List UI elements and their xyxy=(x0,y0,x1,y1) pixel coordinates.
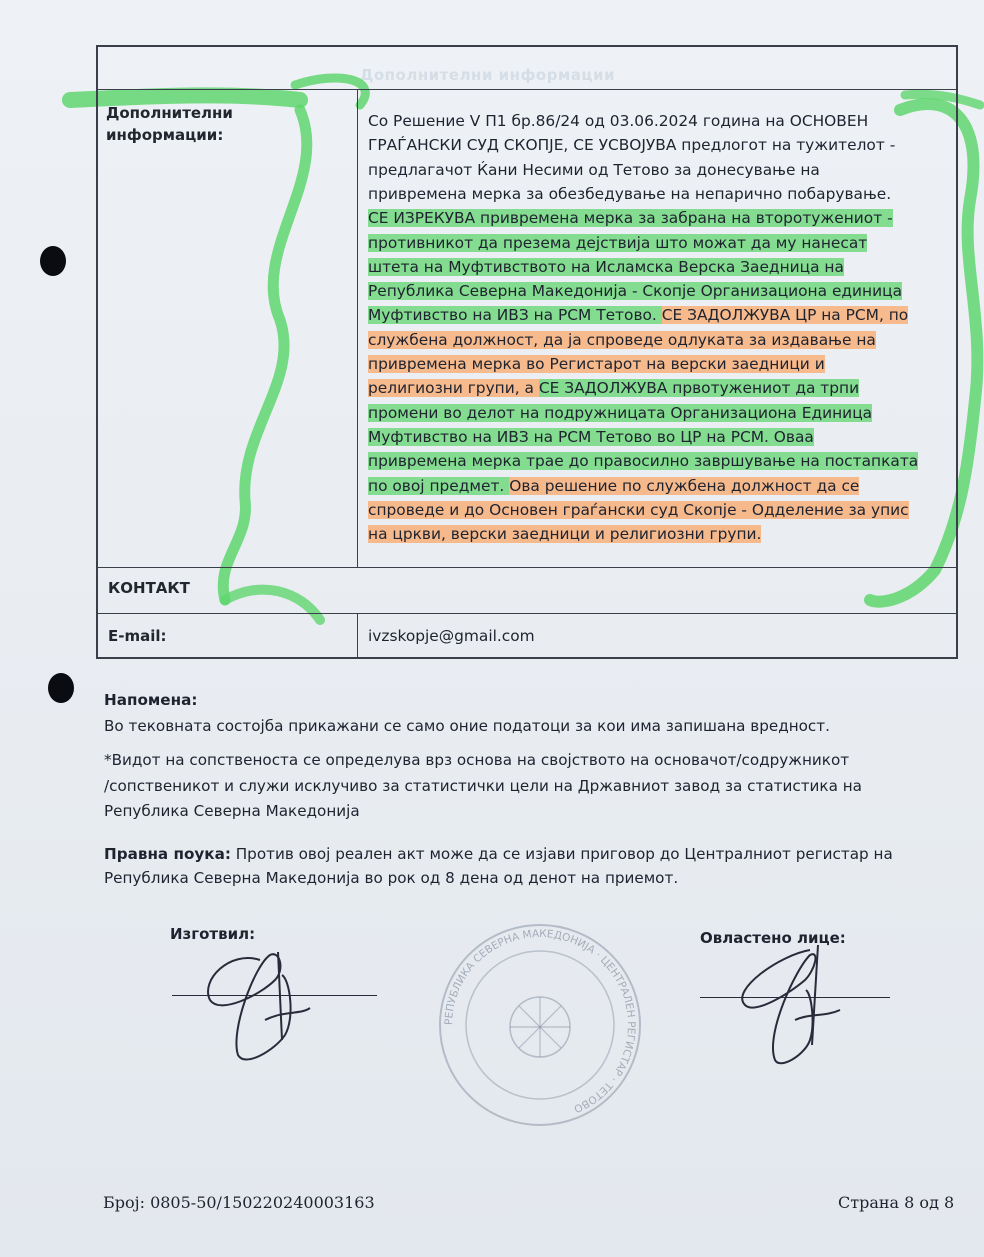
info-text-segment: промени во делот на подружницата Организациона Единица xyxy=(368,403,873,422)
info-text-segment: Република Северна Македонија - Скопје Организациона единица xyxy=(368,282,903,301)
info-text-segment: Со Решение V П1 бр.86/24 од 03.06.2024 година на ОСНОВЕН xyxy=(368,112,869,130)
info-text-segment: привремена мерка трае до правосилно завршување на постапката xyxy=(368,452,919,471)
authorized-person-label: Овластено лице: xyxy=(700,929,846,947)
info-text-line xyxy=(368,425,814,449)
info-text-segment: ГРАЃАНСКИ СУД СКОПЈЕ, СЕ УСВОЈУВА предлогот на тужителот - xyxy=(368,136,896,155)
info-text-segment: СЕ ЗАДОЛЖУВА ЦР на РСМ, по xyxy=(661,306,909,325)
info-table xyxy=(96,45,958,659)
info-text-segment: религиозни групи, а xyxy=(368,379,539,398)
info-text-segment: противникот да презема дејствија што можат да му нанесат xyxy=(368,233,868,252)
info-text-line xyxy=(368,352,825,376)
additional-info-label: Дополнителни информации: xyxy=(106,104,233,144)
info-text-line xyxy=(368,231,867,255)
info-text-line xyxy=(368,449,918,473)
info-text-segment: привремена мерка за обезбедување на непарично побарување. xyxy=(368,184,892,203)
legal-notice xyxy=(104,842,893,866)
table-rule xyxy=(98,613,956,614)
legal-notice-label: Правна поука: xyxy=(104,845,231,863)
info-text-line xyxy=(368,109,868,133)
footnote-line-3: Република Северна Македонија xyxy=(104,802,360,820)
info-text-line xyxy=(368,133,895,157)
legal-notice-line-2: Република Северна Македонија во рок од 8 дена од денот на приемот. xyxy=(104,869,679,887)
info-text-line xyxy=(368,182,891,206)
info-text-line xyxy=(368,279,902,303)
column-divider xyxy=(357,613,358,659)
page-indicator: Страна 8 од 8 xyxy=(838,1193,955,1212)
info-text-segment: Муфтивство на ИВЗ на РСМ Тетово. xyxy=(368,306,662,325)
table-rule xyxy=(98,567,956,568)
info-text-segment: СЕ ЗАДОЛЖУВА првотужениот да трпи xyxy=(538,379,860,398)
info-text-line xyxy=(368,303,908,327)
info-text-line xyxy=(368,498,909,522)
column-divider xyxy=(357,89,358,567)
document-number: Број: 0805-50/150220240003163 xyxy=(103,1193,375,1212)
info-text-segment: привремена мерка во Регистарот на верски заедници и xyxy=(368,355,825,373)
info-text-line xyxy=(368,401,872,425)
top-banner: Дополнителни информации xyxy=(360,66,615,84)
info-text-line xyxy=(368,255,844,279)
stamp-ring-text: РЕПУБЛИКА СЕВЕРНА МАКЕДОНИЈА · ЦЕНТРАЛЕН РЕГИСТАР · ТЕТОВО xyxy=(442,927,638,1115)
footnote-line-2: /сопственикот и служи исклучиво за статистички цели на Државниот завод за статистика на xyxy=(104,777,862,795)
official-stamp xyxy=(430,915,650,1135)
info-text-segment: штета на Муфтивството на Исламска Верска Заедница на xyxy=(368,257,844,276)
info-text-line xyxy=(368,328,876,352)
prepared-by-label: Изготвил: xyxy=(170,925,256,943)
footnote-line-1: *Видот на сопственоста се определува врз основа на својството на основачот/содружникот xyxy=(104,751,850,769)
info-text-segment: СЕ ИЗРЕКУВА привремена мерка за забрана на второтужениот - xyxy=(368,209,893,228)
info-text-segment: на цркви, верски заедници и религиозни групи. xyxy=(368,525,762,544)
signature-right xyxy=(710,935,860,1075)
info-text-segment: спроведе и до Основен граѓански суд Скопје - Одделение за упис xyxy=(368,500,909,519)
info-text-line xyxy=(368,474,859,498)
table-rule xyxy=(98,89,956,90)
signature-left xyxy=(190,940,330,1070)
info-text-segment: Муфтивство на ИВЗ на РСМ Тетово во ЦР на РСМ. Оваа xyxy=(368,427,814,446)
info-text-line xyxy=(368,158,820,182)
notes-heading: Напомена: xyxy=(104,691,198,709)
notes-line: Во тековната состојба прикажани се само оние податоци за кои има запишана вредност. xyxy=(104,717,830,735)
info-text-segment: предлагачот Ќани Несими од Тетово за донесување на xyxy=(368,160,820,179)
info-text-segment: Ова решение по службена должност да се xyxy=(509,476,860,495)
info-text-segment: по овој предмет. xyxy=(368,476,510,495)
info-text-line xyxy=(368,522,761,546)
email-value[interactable]: ivzskopje@gmail.com xyxy=(368,627,535,645)
info-text-line xyxy=(368,376,859,400)
email-label: E-mail: xyxy=(108,627,167,645)
contact-label: КОНТАКТ xyxy=(108,579,190,597)
legal-notice-text: Против овој реален акт може да се изјави приговор до Централниот регистар на xyxy=(230,845,893,863)
info-text-segment: службена должност, да ја спроведе одлуката за издавање на xyxy=(368,330,876,349)
info-text-line xyxy=(368,206,893,230)
